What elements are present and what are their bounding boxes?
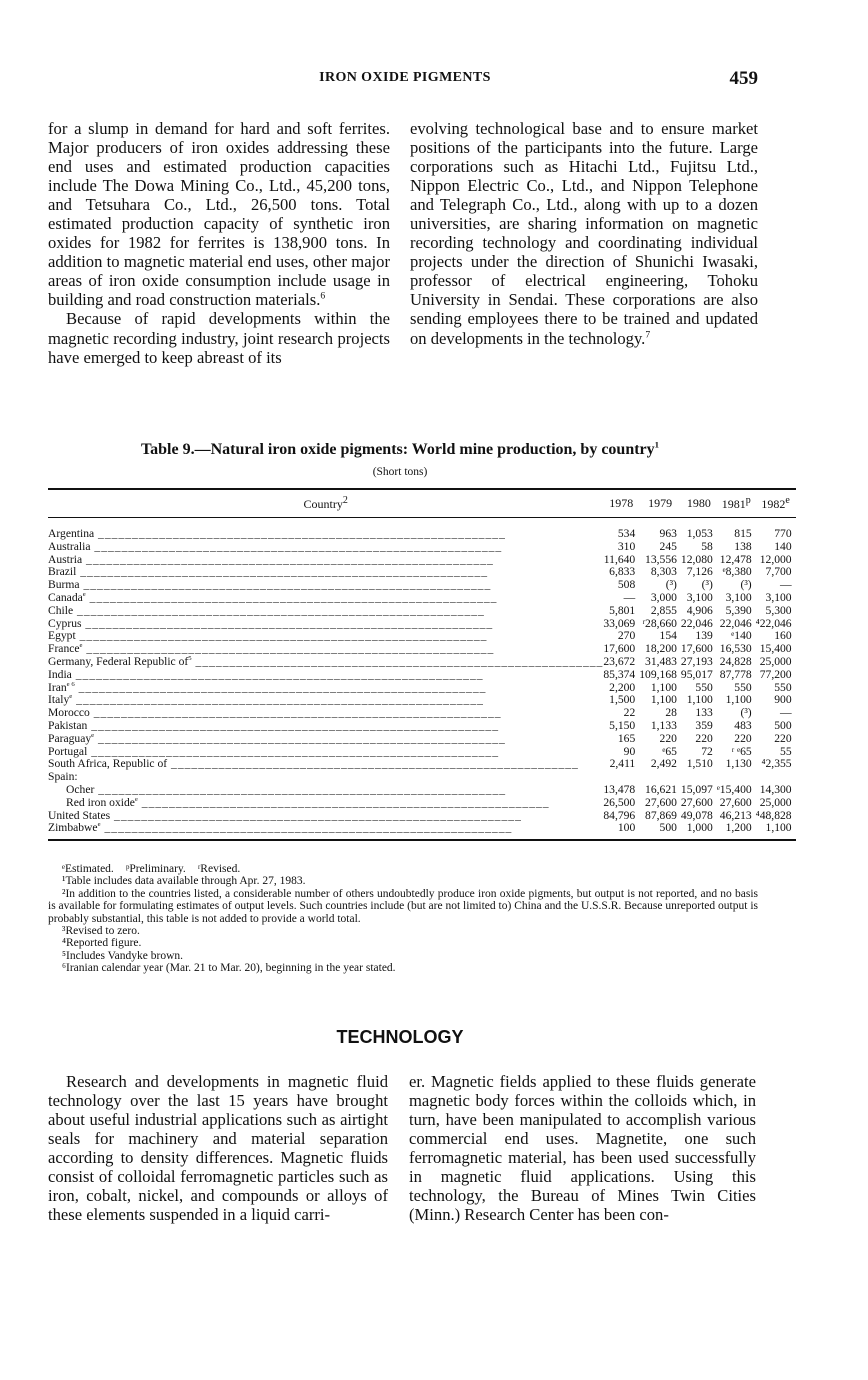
country-name: Ocher bbox=[66, 783, 95, 796]
cell-1981: ᵉ140 bbox=[731, 629, 752, 643]
table-row bbox=[48, 592, 796, 605]
cell-1979: 1,100 bbox=[650, 693, 677, 707]
cell-1979: 220 bbox=[659, 731, 677, 745]
header-1982-label: 1982 bbox=[761, 497, 786, 511]
cell-country bbox=[48, 541, 603, 554]
country-name: Chile bbox=[48, 604, 74, 617]
cell-1980: 139 bbox=[695, 629, 713, 643]
cell-1981: ᵉ8,380 bbox=[722, 565, 752, 579]
cell-1978: 534 bbox=[617, 527, 636, 540]
table-row bbox=[48, 518, 796, 541]
cell-1980: 27,600 bbox=[680, 795, 713, 809]
cell-1979: 1,100 bbox=[650, 680, 677, 694]
country-name: Germany, Federal Republic of bbox=[48, 655, 189, 668]
legend-revised: ʳRevised. bbox=[197, 863, 241, 875]
cell-1978: 2,411 bbox=[609, 757, 636, 771]
footnote-ref: 7 bbox=[645, 328, 651, 340]
cell-1979: 27,600 bbox=[645, 795, 677, 809]
leader-dots: ____________________________________________________________ bbox=[100, 822, 513, 835]
section-heading-technology: TECHNOLOGY bbox=[336, 1027, 464, 1047]
header-country bbox=[48, 489, 603, 518]
header-1981-label: 1981 bbox=[721, 497, 746, 511]
cell-1979: 8,303 bbox=[650, 565, 677, 579]
cell-country bbox=[48, 707, 603, 720]
production-table bbox=[48, 488, 796, 843]
cell-1981: 1,200 bbox=[725, 821, 752, 835]
cell-1982: 770 bbox=[774, 527, 792, 540]
cell-1982: 55 bbox=[780, 744, 792, 758]
footnote-ref: e bbox=[785, 495, 790, 506]
table-title bbox=[40, 441, 760, 459]
cell-1980: 7,126 bbox=[686, 565, 713, 579]
country-name: Red iron oxide bbox=[66, 796, 135, 809]
cell-1978: 1,500 bbox=[609, 693, 636, 707]
table-row bbox=[48, 656, 796, 669]
table-bottom-rule bbox=[48, 840, 796, 843]
footnote-legend bbox=[48, 863, 758, 875]
cell-1979: ʳ28,660 bbox=[642, 616, 677, 630]
bottom-left-column bbox=[48, 1072, 388, 1224]
cell-1982: 500 bbox=[774, 718, 792, 732]
paragraph: Because of rapid developments within the magnetic recording industry, joint research projects have emerged to keep abreast of its bbox=[48, 309, 390, 367]
table-row bbox=[48, 554, 796, 567]
table-row bbox=[48, 746, 796, 759]
country-name: Spain: bbox=[48, 771, 78, 784]
cell-1979: 500 bbox=[659, 821, 677, 835]
cell-1981: 5,390 bbox=[725, 603, 752, 617]
legend-preliminary: ᵖPreliminary. bbox=[125, 863, 186, 875]
header-1979: 1979 bbox=[639, 489, 681, 518]
footnote-1: ¹Table includes data available through Apr. 27, 1983. bbox=[62, 875, 306, 888]
cell-country bbox=[48, 733, 603, 746]
cell-1980: 49,078 bbox=[680, 808, 713, 822]
cell-1981: 22,046 bbox=[719, 616, 752, 630]
cell-country bbox=[48, 630, 603, 643]
country-name: Italy bbox=[48, 694, 70, 707]
table-subtitle: (Short tons) bbox=[372, 466, 428, 478]
table-header-row bbox=[48, 489, 796, 518]
paragraph bbox=[410, 119, 758, 348]
country-name: Egypt bbox=[48, 630, 76, 643]
leader-dots: ____________________________________________________________ bbox=[71, 668, 484, 681]
cell-1979: 245 bbox=[659, 539, 677, 553]
cell-country bbox=[48, 656, 603, 669]
leader-dots: ____________________________________________________________ bbox=[89, 707, 502, 720]
cell-country bbox=[48, 746, 603, 759]
cell-1980: 95,017 bbox=[680, 667, 713, 681]
table-row bbox=[48, 618, 796, 631]
cell-1978: 5,801 bbox=[609, 603, 636, 617]
table-row bbox=[48, 694, 796, 707]
cell-country bbox=[48, 605, 603, 618]
cell-1981: 87,778 bbox=[719, 667, 752, 681]
header-1981 bbox=[717, 489, 756, 518]
cell-country bbox=[48, 518, 603, 541]
cell-1980: 1,000 bbox=[686, 821, 713, 835]
leader-dots: ____________________________________________________________ bbox=[72, 694, 484, 707]
cell-1981: 3,100 bbox=[725, 590, 752, 604]
country-name: Austria bbox=[48, 553, 83, 566]
country-name: Pakistan bbox=[48, 719, 88, 732]
table-row bbox=[48, 707, 796, 720]
cell-1978: 17,600 bbox=[603, 642, 636, 656]
country-name: Argentina bbox=[48, 527, 95, 540]
cell-country bbox=[48, 554, 603, 567]
country-name: United States bbox=[48, 809, 111, 822]
cell-1982: 25,000 bbox=[759, 654, 792, 668]
cell-1980: 1,510 bbox=[686, 757, 713, 771]
production-table-container bbox=[48, 488, 792, 843]
country-name: Zimbabwe bbox=[48, 822, 98, 835]
cell-country bbox=[48, 810, 603, 823]
cell-1980: 15,097 bbox=[680, 782, 713, 796]
cell-1981: 12,478 bbox=[719, 552, 752, 566]
cell-country bbox=[48, 797, 603, 810]
table-row bbox=[48, 566, 796, 579]
leader-dots: ____________________________________________________________ bbox=[75, 630, 488, 643]
cell-1978: 33,069 bbox=[603, 616, 636, 630]
cell-country bbox=[48, 643, 603, 656]
cell-1980: 3,100 bbox=[686, 590, 713, 604]
cell-1982: 25,000 bbox=[759, 795, 792, 809]
cell-1980: 133 bbox=[695, 706, 713, 720]
cell-1978: 100 bbox=[617, 821, 636, 835]
cell-1981: 46,213 bbox=[719, 808, 752, 822]
header-1980: 1980 bbox=[681, 489, 717, 518]
country-name: Australia bbox=[48, 540, 91, 553]
cell-1980: 17,600 bbox=[680, 642, 713, 656]
leader-dots: ____________________________________________________________ bbox=[74, 681, 487, 694]
top-right-column bbox=[410, 119, 758, 348]
cell-1981: 138 bbox=[734, 539, 752, 553]
cell-1982: 15,400 bbox=[759, 642, 792, 656]
cell-1981: 550 bbox=[734, 680, 752, 694]
leader-dots: ____________________________________________________________ bbox=[87, 719, 500, 732]
cell-1978: 508 bbox=[617, 578, 636, 592]
country-name: Paraguay bbox=[48, 732, 92, 745]
page-number: 459 bbox=[729, 68, 758, 89]
cell-1979: ᵉ65 bbox=[662, 744, 677, 758]
cell-country bbox=[48, 822, 603, 840]
cell-1981: 1,100 bbox=[725, 693, 752, 707]
cell-country bbox=[48, 694, 603, 707]
cell-1980: 27,193 bbox=[680, 654, 713, 668]
paragraph bbox=[48, 119, 390, 309]
leader-dots: ____________________________________________________________ bbox=[137, 796, 550, 809]
country-footnote-mark: e 6 bbox=[66, 681, 75, 688]
cell-1980: 1,100 bbox=[686, 693, 713, 707]
cell-1981: (³) bbox=[740, 706, 752, 720]
cell-country bbox=[48, 669, 603, 682]
leader-dots: ____________________________________________________________ bbox=[82, 643, 495, 656]
footnote-6: ⁶Iranian calendar year (Mar. 21 to Mar. 20), beginning in the year stated. bbox=[62, 962, 396, 975]
cell-1978: — bbox=[623, 590, 636, 604]
leader-dots: ____________________________________________________________ bbox=[87, 745, 500, 758]
table-row bbox=[48, 669, 796, 682]
cell-1979: 154 bbox=[659, 629, 677, 643]
cell-country bbox=[48, 618, 603, 631]
cell-1982: — bbox=[780, 706, 792, 720]
country-footnote-mark: e bbox=[82, 591, 86, 599]
cell-1982: 900 bbox=[774, 693, 792, 707]
leader-dots: ____________________________________________________________ bbox=[94, 527, 506, 540]
cell-1982: ⁴2,355 bbox=[761, 757, 792, 771]
table-row bbox=[48, 579, 796, 592]
leader-dots: ____________________________________________________________ bbox=[79, 579, 492, 592]
footnote-ref: 6 bbox=[320, 290, 326, 302]
table-row bbox=[48, 682, 796, 695]
cell-1982: 220 bbox=[774, 731, 792, 745]
country-footnote-mark: e bbox=[79, 643, 83, 650]
cell-1979: 3,000 bbox=[650, 590, 677, 604]
table-row bbox=[48, 605, 796, 618]
table-row bbox=[48, 810, 796, 823]
cell-country bbox=[48, 682, 603, 695]
running-head: IRON OXIDE PIGMENTS bbox=[319, 70, 491, 85]
cell-1980: 12,080 bbox=[680, 552, 713, 566]
paragraph-text: for a slump in demand for hard and soft ferrites. Major producers of iron oxides addressing these end uses and estimated production capacities include The Dowa Mining Co., Ltd., 45,200 tons, and Tetsuhara Co., Ltd., 26,500 tons. Total estimated production capacity of synthetic iron oxides for 1982 for ferrites is 138,900 tons. In addition to magnetic material end uses, other major areas of iron oxide consumption include usage in building and road construction materials. bbox=[48, 119, 390, 310]
cell-1982: 3,100 bbox=[765, 590, 792, 604]
cell-1979: 2,855 bbox=[650, 603, 677, 617]
cell-1978: 90 bbox=[623, 744, 636, 758]
country-footnote-mark: e bbox=[69, 694, 73, 701]
cell-1979: 16,621 bbox=[645, 782, 677, 796]
bottom-right-column bbox=[409, 1072, 756, 1224]
cell-1978: 23,672 bbox=[603, 654, 636, 668]
leader-dots: ____________________________________________________________ bbox=[76, 566, 489, 579]
leader-dots: ____________________________________________________________ bbox=[110, 809, 522, 822]
country-footnote-mark: e bbox=[97, 822, 101, 829]
table-title-text: Table 9.—Natural iron oxide pigments: World mine production, by country bbox=[140, 441, 655, 458]
footnote-2: ²In addition to the countries listed, a considerable number of others undoubtedly produce iron oxide pigments, but output is not reported, and no basis is available for formulating estimates of output levels. Such countries include (but are not limited to) China and the U.S.S.R. Because unreported output is probably substantial, this table is not added to provide a world total. bbox=[48, 887, 758, 925]
cell-country bbox=[48, 771, 603, 784]
cell-1981: 27,600 bbox=[719, 795, 752, 809]
header-country-label: Country bbox=[303, 497, 343, 511]
footnote-ref: 2 bbox=[342, 495, 348, 506]
cell-1978: 6,833 bbox=[609, 565, 636, 579]
cell-1981: 220 bbox=[734, 731, 752, 745]
cell-1982: ⁴22,046 bbox=[755, 616, 792, 630]
header-1978: 1978 bbox=[603, 489, 639, 518]
cell-1979: (³) bbox=[665, 578, 677, 592]
country-name: France bbox=[48, 643, 80, 656]
header-1982 bbox=[756, 489, 796, 518]
cell-1981: 1,130 bbox=[725, 757, 752, 771]
cell-1980: 58 bbox=[701, 539, 713, 553]
country-name: Canada bbox=[48, 591, 83, 604]
country-name: India bbox=[48, 668, 72, 681]
footnote-5: ⁵Includes Vandyke brown. bbox=[62, 949, 184, 962]
cell-1978: 270 bbox=[617, 629, 636, 643]
country-name: Brazil bbox=[48, 566, 77, 579]
leader-dots: ____________________________________________________________ bbox=[85, 591, 498, 604]
table-footnotes bbox=[48, 863, 758, 975]
leader-dots: ____________________________________________________________ bbox=[90, 540, 503, 553]
cell-1978: 84,796 bbox=[603, 808, 636, 822]
cell-country bbox=[48, 592, 603, 605]
cell-1981: ʳ ᵉ65 bbox=[731, 744, 752, 758]
cell-country bbox=[48, 566, 603, 579]
table-row bbox=[48, 758, 796, 771]
cell-1982: 7,700 bbox=[765, 565, 792, 579]
cell-1980: 220 bbox=[695, 731, 713, 745]
cell-1982: 140 bbox=[774, 539, 792, 553]
cell-1980: 4,906 bbox=[686, 603, 713, 617]
cell-1978: 11,640 bbox=[603, 552, 636, 566]
country-name: Burma bbox=[48, 579, 80, 592]
table-row bbox=[48, 784, 796, 797]
cell-1979: 963 bbox=[659, 527, 677, 540]
cell-1978: 310 bbox=[617, 539, 636, 553]
cell-1980: 22,046 bbox=[680, 616, 713, 630]
country-footnote-mark: e bbox=[134, 796, 138, 803]
cell-country bbox=[48, 720, 603, 733]
cell-1979: 2,492 bbox=[650, 757, 677, 771]
cell-1980: (³) bbox=[701, 578, 713, 592]
footnote-4: ⁴Reported figure. bbox=[62, 937, 142, 950]
cell-1982: 14,300 bbox=[759, 782, 792, 796]
country-name: Cyprus bbox=[48, 617, 82, 630]
cell-1978: 26,500 bbox=[603, 795, 636, 809]
table-row bbox=[48, 541, 796, 554]
cell-1978: 2,200 bbox=[609, 680, 636, 694]
table-row bbox=[48, 822, 796, 840]
cell-1978: 85,374 bbox=[603, 667, 636, 681]
cell-1980: 550 bbox=[695, 680, 713, 694]
cell-1981: ᵉ15,400 bbox=[716, 782, 752, 796]
country-footnote-mark: e bbox=[91, 732, 95, 739]
cell-1978: 22 bbox=[623, 706, 636, 720]
leader-dots: ____________________________________________________________ bbox=[167, 758, 579, 771]
cell-1979: 87,869 bbox=[645, 808, 677, 822]
paragraph-text: evolving technological base and to ensure market positions of the participants into the future. Large corporations such as Hitachi Ltd., Fujitsu Ltd., Nippon Electric Co., Ltd., and Nippon Telephone and Telegraph Co., Ltd., along with up to a dozen universities, are sharing information on magnetic recording technology and coordinating individual projects under the direction of Shunichi Iwasaki, professor of electrical engineering, Tohoku University in Sendai. These corporations are also sending employees there to be trained and updated on developments in the technology. bbox=[410, 119, 758, 348]
country-name: Portugal bbox=[48, 745, 88, 758]
cell-1980: 359 bbox=[695, 718, 713, 732]
table-body bbox=[48, 518, 796, 841]
paragraph: er. Magnetic fields applied to these fluids generate magnetic body forces within the colloids which, in turn, have been manipulated to accomplish various commercial end uses. Magnetite, one such ferromagnetic material, has been used successfully in magnetic fluid applications. Using this technology, the Bureau of Mines Twin Cities (Minn.) Research Center has been con- bbox=[409, 1072, 756, 1225]
legend-estimated: ᵉEstimated. bbox=[62, 863, 114, 875]
country-name: Iran bbox=[48, 681, 67, 694]
cell-1982: 12,000 bbox=[759, 552, 792, 566]
country-footnote-mark: 5 bbox=[188, 655, 192, 663]
table-row bbox=[48, 733, 796, 746]
footnote-ref: 1 bbox=[654, 439, 660, 450]
cell-1982: 1,100 bbox=[765, 821, 792, 835]
cell-1980: 1,053 bbox=[686, 527, 713, 540]
country-name: Morocco bbox=[48, 707, 90, 720]
leader-dots: ____________________________________________________________ bbox=[81, 617, 494, 630]
cell-1982: 77,200 bbox=[759, 667, 792, 681]
country-name: South Africa, Republic of bbox=[48, 758, 168, 771]
cell-1979: 1,133 bbox=[650, 718, 677, 732]
cell-1981: 16,530 bbox=[719, 642, 752, 656]
leader-dots: ____________________________________________________________ bbox=[94, 732, 506, 745]
cell-country bbox=[48, 758, 603, 771]
cell-1979: 28 bbox=[665, 706, 677, 720]
cell-1978: 13,478 bbox=[603, 782, 636, 796]
cell-1979: 18,200 bbox=[645, 642, 677, 656]
cell-country bbox=[48, 579, 603, 592]
cell-1981: (³) bbox=[740, 578, 752, 592]
cell-1982: 550 bbox=[774, 680, 792, 694]
table-row bbox=[48, 720, 796, 733]
cell-1982: ⁴48,828 bbox=[755, 808, 792, 822]
cell-1978: 165 bbox=[617, 731, 636, 745]
top-left-column bbox=[48, 119, 390, 367]
leader-dots: ____________________________________________________________ bbox=[191, 655, 604, 668]
footnote-ref: p bbox=[745, 495, 751, 506]
cell-1978: 5,150 bbox=[609, 718, 636, 732]
cell-1981: 24,828 bbox=[719, 654, 752, 668]
cell-1980: 72 bbox=[701, 744, 713, 758]
cell-1981: 815 bbox=[734, 527, 752, 540]
cell-1981: 483 bbox=[734, 718, 752, 732]
table-row bbox=[48, 797, 796, 810]
cell-country bbox=[48, 784, 603, 797]
cell-1979: 109,168 bbox=[639, 667, 677, 681]
cell-1982: 5,300 bbox=[765, 603, 792, 617]
leader-dots: ____________________________________________________________ bbox=[73, 604, 485, 617]
footnote-3: ³Revised to zero. bbox=[62, 925, 140, 938]
paragraph: Research and developments in magnetic fluid technology over the last 15 years have brought about useful industrial applications such as airtight seals for machinery and material separation according to density differences. Magnetic fluids consist of colloidal ferromagnetic particles such as iron, cobalt, nickel, and compounds or alloys of these elements suspended in a liquid carri- bbox=[48, 1072, 388, 1225]
leader-dots: ____________________________________________________________ bbox=[94, 783, 507, 796]
leader-dots: ____________________________________________________________ bbox=[82, 553, 494, 566]
cell-1982: 160 bbox=[774, 629, 792, 643]
cell-1979: 13,556 bbox=[645, 552, 677, 566]
cell-1979: 31,483 bbox=[645, 654, 677, 668]
cell-1982: — bbox=[780, 578, 792, 592]
